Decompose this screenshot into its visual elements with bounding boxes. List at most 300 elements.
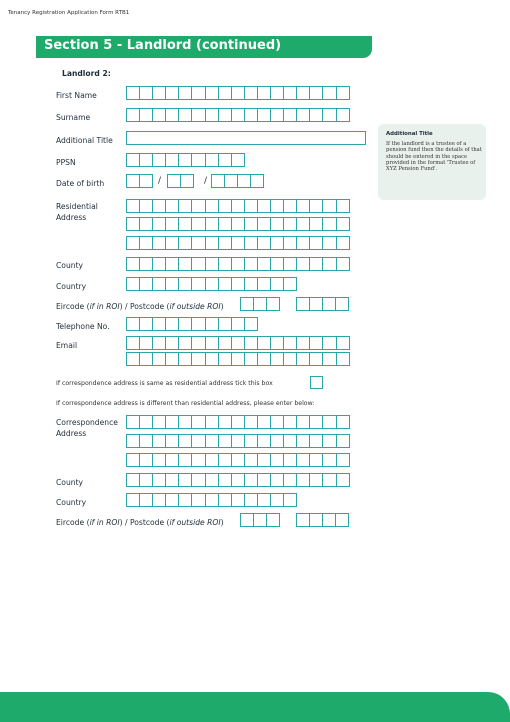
first-name-boxes[interactable] <box>126 86 349 100</box>
character-box[interactable] <box>283 473 297 487</box>
character-box[interactable] <box>309 297 323 311</box>
character-box[interactable] <box>250 174 264 188</box>
character-box[interactable] <box>309 434 323 448</box>
character-box[interactable] <box>283 199 297 213</box>
character-box[interactable] <box>139 453 153 467</box>
character-box[interactable] <box>322 257 336 271</box>
character-box[interactable] <box>322 453 336 467</box>
character-box[interactable] <box>165 236 179 250</box>
character-box[interactable] <box>152 257 166 271</box>
character-box[interactable] <box>191 493 205 507</box>
character-box[interactable] <box>283 277 297 291</box>
character-box[interactable] <box>165 153 179 167</box>
dob-month-boxes[interactable] <box>167 174 193 188</box>
character-box[interactable] <box>126 174 140 188</box>
character-box[interactable] <box>205 415 219 429</box>
character-box[interactable] <box>205 317 219 331</box>
character-box[interactable] <box>309 199 323 213</box>
corr-county-boxes[interactable] <box>126 473 349 487</box>
character-box[interactable] <box>165 317 179 331</box>
character-box[interactable] <box>270 434 284 448</box>
character-box[interactable] <box>336 453 350 467</box>
character-box[interactable] <box>205 336 219 350</box>
character-box[interactable] <box>165 415 179 429</box>
character-box[interactable] <box>139 236 153 250</box>
character-box[interactable] <box>178 473 192 487</box>
character-box[interactable] <box>336 236 350 250</box>
character-box[interactable] <box>270 199 284 213</box>
character-box[interactable] <box>126 352 140 366</box>
character-box[interactable] <box>296 108 310 122</box>
character-box[interactable] <box>244 199 258 213</box>
character-box[interactable] <box>244 257 258 271</box>
character-box[interactable] <box>257 236 271 250</box>
character-box[interactable] <box>191 217 205 231</box>
character-box[interactable] <box>336 199 350 213</box>
dob-year-boxes[interactable] <box>211 174 263 188</box>
character-box[interactable] <box>126 434 140 448</box>
character-box[interactable] <box>309 453 323 467</box>
character-box[interactable] <box>283 434 297 448</box>
character-box[interactable] <box>152 217 166 231</box>
ppsn-boxes[interactable] <box>126 153 244 167</box>
character-box[interactable] <box>309 473 323 487</box>
character-box[interactable] <box>336 415 350 429</box>
character-box[interactable] <box>266 513 280 527</box>
character-box[interactable] <box>322 199 336 213</box>
character-box[interactable] <box>205 86 219 100</box>
character-box[interactable] <box>191 352 205 366</box>
character-box[interactable] <box>244 236 258 250</box>
character-box[interactable] <box>178 352 192 366</box>
character-box[interactable] <box>335 297 349 311</box>
character-box[interactable] <box>205 473 219 487</box>
character-box[interactable] <box>270 236 284 250</box>
correspondence-label-1: Correspondence <box>56 418 118 427</box>
character-box[interactable] <box>296 297 310 311</box>
character-box[interactable] <box>283 415 297 429</box>
character-box[interactable] <box>244 434 258 448</box>
character-box[interactable] <box>257 86 271 100</box>
character-box[interactable] <box>257 493 271 507</box>
character-box[interactable] <box>205 434 219 448</box>
character-box[interactable] <box>152 415 166 429</box>
character-box[interactable] <box>244 415 258 429</box>
character-box[interactable] <box>270 257 284 271</box>
country-boxes[interactable] <box>126 277 296 291</box>
character-box[interactable] <box>283 236 297 250</box>
character-box[interactable] <box>283 108 297 122</box>
character-box[interactable] <box>167 174 181 188</box>
character-box[interactable] <box>335 513 349 527</box>
character-box[interactable] <box>231 336 245 350</box>
character-box[interactable] <box>283 336 297 350</box>
character-box[interactable] <box>283 257 297 271</box>
corr-country-boxes[interactable] <box>126 493 296 507</box>
character-box[interactable] <box>178 217 192 231</box>
character-box[interactable] <box>296 513 310 527</box>
character-box[interactable] <box>178 453 192 467</box>
character-box[interactable] <box>336 352 350 366</box>
character-box[interactable] <box>126 453 140 467</box>
character-box[interactable] <box>244 86 258 100</box>
character-box[interactable] <box>165 108 179 122</box>
character-box[interactable] <box>191 277 205 291</box>
character-box[interactable] <box>309 513 323 527</box>
character-box[interactable] <box>257 352 271 366</box>
character-box[interactable] <box>126 153 140 167</box>
eircode-roi: if in ROI <box>89 518 120 527</box>
character-box[interactable] <box>205 453 219 467</box>
character-box[interactable] <box>283 352 297 366</box>
character-box[interactable] <box>126 217 140 231</box>
character-box[interactable] <box>218 352 232 366</box>
character-box[interactable] <box>218 236 232 250</box>
character-box[interactable] <box>240 513 254 527</box>
character-box[interactable] <box>126 277 140 291</box>
character-box[interactable] <box>205 277 219 291</box>
character-box[interactable] <box>257 217 271 231</box>
character-box[interactable] <box>231 415 245 429</box>
character-box[interactable] <box>296 473 310 487</box>
character-box[interactable] <box>178 199 192 213</box>
character-box[interactable] <box>309 86 323 100</box>
character-box[interactable] <box>322 297 336 311</box>
character-box[interactable] <box>152 453 166 467</box>
character-box[interactable] <box>309 352 323 366</box>
county-boxes[interactable] <box>126 257 349 271</box>
character-box[interactable] <box>191 415 205 429</box>
character-box[interactable] <box>257 453 271 467</box>
character-box[interactable] <box>257 108 271 122</box>
character-box[interactable] <box>253 513 267 527</box>
character-box[interactable] <box>218 317 232 331</box>
eircode-unique-boxes[interactable] <box>296 297 348 311</box>
corr-eircode-routing-boxes[interactable] <box>240 513 279 527</box>
character-box[interactable] <box>231 453 245 467</box>
additional-title-field[interactable] <box>126 131 366 145</box>
character-box[interactable] <box>244 473 258 487</box>
character-box[interactable] <box>296 236 310 250</box>
character-box[interactable] <box>126 236 140 250</box>
character-box[interactable] <box>237 174 251 188</box>
character-box[interactable] <box>296 336 310 350</box>
character-box[interactable] <box>152 199 166 213</box>
character-box[interactable] <box>205 217 219 231</box>
character-box[interactable] <box>244 277 258 291</box>
correspondence-line-3[interactable] <box>126 453 349 467</box>
character-box[interactable] <box>139 153 153 167</box>
character-box[interactable] <box>178 108 192 122</box>
character-box[interactable] <box>165 199 179 213</box>
character-box[interactable] <box>336 336 350 350</box>
character-box[interactable] <box>336 217 350 231</box>
character-box[interactable] <box>231 277 245 291</box>
character-box[interactable] <box>139 217 153 231</box>
character-box[interactable] <box>270 493 284 507</box>
character-box[interactable] <box>257 277 271 291</box>
eircode-roi: if in ROI <box>89 302 120 311</box>
character-box[interactable] <box>218 453 232 467</box>
dob-label: Date of birth <box>56 179 105 188</box>
character-box[interactable] <box>296 352 310 366</box>
character-box[interactable] <box>296 415 310 429</box>
character-box[interactable] <box>218 257 232 271</box>
character-box[interactable] <box>165 277 179 291</box>
character-box[interactable] <box>322 415 336 429</box>
character-box[interactable] <box>309 236 323 250</box>
character-box[interactable] <box>309 336 323 350</box>
character-box[interactable] <box>139 493 153 507</box>
character-box[interactable] <box>191 108 205 122</box>
character-box[interactable] <box>152 108 166 122</box>
character-box[interactable] <box>296 217 310 231</box>
character-box[interactable] <box>165 352 179 366</box>
character-box[interactable] <box>270 415 284 429</box>
character-box[interactable] <box>336 257 350 271</box>
character-box[interactable] <box>309 108 323 122</box>
character-box[interactable] <box>270 453 284 467</box>
character-box[interactable] <box>224 174 238 188</box>
character-box[interactable] <box>191 434 205 448</box>
character-box[interactable] <box>309 217 323 231</box>
character-box[interactable] <box>336 434 350 448</box>
character-box[interactable] <box>165 493 179 507</box>
character-box[interactable] <box>205 352 219 366</box>
character-box[interactable] <box>257 336 271 350</box>
character-box[interactable] <box>191 86 205 100</box>
character-box[interactable] <box>218 86 232 100</box>
character-box[interactable] <box>139 473 153 487</box>
character-box[interactable] <box>205 108 219 122</box>
character-box[interactable] <box>178 277 192 291</box>
character-box[interactable] <box>205 236 219 250</box>
character-box[interactable] <box>126 317 140 331</box>
character-box[interactable] <box>244 108 258 122</box>
character-box[interactable] <box>178 317 192 331</box>
corr-eircode-unique-boxes[interactable] <box>296 513 348 527</box>
character-box[interactable] <box>322 217 336 231</box>
character-box[interactable] <box>152 336 166 350</box>
character-box[interactable] <box>257 199 271 213</box>
character-box[interactable] <box>244 336 258 350</box>
character-box[interactable] <box>178 236 192 250</box>
character-box[interactable] <box>322 473 336 487</box>
character-box[interactable] <box>165 336 179 350</box>
character-box[interactable] <box>178 415 192 429</box>
character-box[interactable] <box>126 473 140 487</box>
character-box[interactable] <box>283 453 297 467</box>
character-box[interactable] <box>191 257 205 271</box>
character-box[interactable] <box>270 217 284 231</box>
residential-line-3[interactable] <box>126 236 349 250</box>
character-box[interactable] <box>139 317 153 331</box>
character-box[interactable] <box>152 86 166 100</box>
character-box[interactable] <box>309 415 323 429</box>
character-box[interactable] <box>211 174 225 188</box>
character-box[interactable] <box>336 108 350 122</box>
character-box[interactable] <box>218 108 232 122</box>
character-box[interactable] <box>218 415 232 429</box>
character-box[interactable] <box>322 434 336 448</box>
residential-line-2[interactable] <box>126 217 349 231</box>
character-box[interactable] <box>165 257 179 271</box>
character-box[interactable] <box>165 217 179 231</box>
character-box[interactable] <box>322 336 336 350</box>
character-box[interactable] <box>191 473 205 487</box>
character-box[interactable] <box>191 336 205 350</box>
character-box[interactable] <box>152 317 166 331</box>
character-box[interactable] <box>218 153 232 167</box>
character-box[interactable] <box>257 257 271 271</box>
character-box[interactable] <box>165 86 179 100</box>
character-box[interactable] <box>244 217 258 231</box>
character-box[interactable] <box>336 86 350 100</box>
character-box[interactable] <box>244 493 258 507</box>
character-box[interactable] <box>231 257 245 271</box>
character-box[interactable] <box>126 415 140 429</box>
character-box[interactable] <box>178 493 192 507</box>
same-address-checkbox[interactable] <box>310 376 323 389</box>
character-box[interactable] <box>178 336 192 350</box>
character-box[interactable] <box>139 352 153 366</box>
character-box[interactable] <box>231 434 245 448</box>
character-box[interactable] <box>296 86 310 100</box>
character-box[interactable] <box>270 473 284 487</box>
character-box[interactable] <box>126 257 140 271</box>
character-box[interactable] <box>126 199 140 213</box>
character-box[interactable] <box>218 277 232 291</box>
character-box[interactable] <box>257 473 271 487</box>
character-box[interactable] <box>178 86 192 100</box>
character-box[interactable] <box>244 317 258 331</box>
character-box[interactable] <box>218 199 232 213</box>
character-box[interactable] <box>205 493 219 507</box>
character-box[interactable] <box>139 174 153 188</box>
character-box[interactable] <box>152 473 166 487</box>
character-box[interactable] <box>205 257 219 271</box>
character-box[interactable] <box>152 352 166 366</box>
character-box[interactable] <box>240 297 254 311</box>
character-box[interactable] <box>218 473 232 487</box>
character-box[interactable] <box>231 352 245 366</box>
character-box[interactable] <box>283 493 297 507</box>
character-box[interactable] <box>231 236 245 250</box>
character-box[interactable] <box>322 108 336 122</box>
character-box[interactable] <box>322 86 336 100</box>
character-box[interactable] <box>139 108 153 122</box>
character-box[interactable] <box>309 257 323 271</box>
character-box[interactable] <box>126 336 140 350</box>
character-box[interactable] <box>180 174 194 188</box>
eircode-routing-boxes[interactable] <box>240 297 279 311</box>
character-box[interactable] <box>152 493 166 507</box>
character-box[interactable] <box>152 277 166 291</box>
character-box[interactable] <box>231 217 245 231</box>
character-box[interactable] <box>152 434 166 448</box>
character-box[interactable] <box>218 336 232 350</box>
character-box[interactable] <box>178 153 192 167</box>
character-box[interactable] <box>283 217 297 231</box>
character-box[interactable] <box>178 434 192 448</box>
character-box[interactable] <box>165 473 179 487</box>
character-box[interactable] <box>139 257 153 271</box>
character-box[interactable] <box>218 434 232 448</box>
character-box[interactable] <box>126 493 140 507</box>
character-box[interactable] <box>231 108 245 122</box>
telephone-boxes[interactable] <box>126 317 257 331</box>
character-box[interactable] <box>270 277 284 291</box>
character-box[interactable] <box>336 473 350 487</box>
character-box[interactable] <box>270 108 284 122</box>
character-box[interactable] <box>283 86 297 100</box>
character-box[interactable] <box>244 352 258 366</box>
character-box[interactable] <box>231 317 245 331</box>
correspondence-line-2[interactable] <box>126 434 349 448</box>
character-box[interactable] <box>257 415 271 429</box>
character-box[interactable] <box>322 352 336 366</box>
character-box[interactable] <box>152 236 166 250</box>
character-box[interactable] <box>231 153 245 167</box>
dob-day-boxes[interactable] <box>126 174 152 188</box>
correspondence-line-1[interactable] <box>126 415 349 429</box>
character-box[interactable] <box>126 86 140 100</box>
character-box[interactable] <box>231 199 245 213</box>
character-box[interactable] <box>231 86 245 100</box>
email-line-1[interactable] <box>126 336 349 350</box>
residential-line-1[interactable] <box>126 199 349 213</box>
character-box[interactable] <box>253 297 267 311</box>
character-box[interactable] <box>139 336 153 350</box>
character-box[interactable] <box>205 199 219 213</box>
character-box[interactable] <box>218 493 232 507</box>
character-box[interactable] <box>257 434 271 448</box>
character-box[interactable] <box>296 434 310 448</box>
character-box[interactable] <box>296 199 310 213</box>
character-box[interactable] <box>205 153 219 167</box>
character-box[interactable] <box>191 236 205 250</box>
character-box[interactable] <box>296 453 310 467</box>
character-box[interactable] <box>139 434 153 448</box>
character-box[interactable] <box>266 297 280 311</box>
character-box[interactable] <box>139 86 153 100</box>
character-box[interactable] <box>322 513 336 527</box>
character-box[interactable] <box>165 434 179 448</box>
character-box[interactable] <box>126 108 140 122</box>
character-box[interactable] <box>178 257 192 271</box>
character-box[interactable] <box>191 317 205 331</box>
character-box[interactable] <box>139 199 153 213</box>
character-box[interactable] <box>139 277 153 291</box>
character-box[interactable] <box>165 453 179 467</box>
character-box[interactable] <box>191 199 205 213</box>
surname-boxes[interactable] <box>126 108 349 122</box>
character-box[interactable] <box>270 352 284 366</box>
character-box[interactable] <box>218 217 232 231</box>
character-box[interactable] <box>322 236 336 250</box>
character-box[interactable] <box>231 493 245 507</box>
character-box[interactable] <box>191 153 205 167</box>
character-box[interactable] <box>231 473 245 487</box>
character-box[interactable] <box>296 257 310 271</box>
character-box[interactable] <box>270 336 284 350</box>
character-box[interactable] <box>191 453 205 467</box>
character-box[interactable] <box>139 415 153 429</box>
character-box[interactable] <box>270 86 284 100</box>
email-line-2[interactable] <box>126 352 349 366</box>
character-box[interactable] <box>152 153 166 167</box>
character-box[interactable] <box>244 453 258 467</box>
